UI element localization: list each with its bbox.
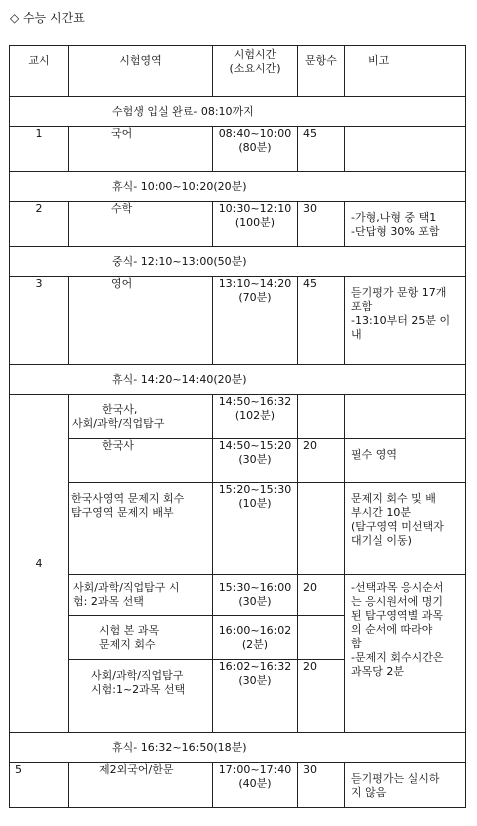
exam-time <box>213 660 298 733</box>
exam-area <box>69 575 213 616</box>
remark-line: -선택과목 응시순서 <box>351 581 444 594</box>
header-questions: 문항수 <box>298 46 345 97</box>
remarks <box>345 277 466 365</box>
exam-time <box>213 483 298 575</box>
time-range: 15:30~16:00 <box>218 581 292 594</box>
remarks <box>345 202 466 247</box>
header-time <box>213 46 298 97</box>
exam-area <box>69 483 213 575</box>
remark-line: 의 순서에 따라야 <box>351 623 433 636</box>
remarks <box>345 763 466 808</box>
exam-time <box>213 202 298 247</box>
exam-area <box>69 395 213 439</box>
duration: (2분) <box>241 638 269 651</box>
table-row <box>10 277 466 365</box>
remark-line: 내 <box>351 328 362 341</box>
question-count: 45 <box>298 127 345 172</box>
table-row <box>10 395 466 439</box>
duration: (80분) <box>238 141 272 154</box>
time-range: 14:50~16:32 <box>218 395 292 408</box>
exam-area: 국어 <box>69 127 213 172</box>
duration: (30분) <box>238 453 272 466</box>
remark-line: 지 않음 <box>351 786 387 799</box>
remark-line: 포함 <box>351 300 373 313</box>
break-row <box>10 247 466 277</box>
question-count: 30 <box>298 763 345 808</box>
duration: (40분) <box>238 777 272 790</box>
exam-time <box>213 395 298 439</box>
question-count: 20 <box>298 575 345 616</box>
time-range: 16:02~16:32 <box>218 660 292 673</box>
exam-area: 제2외국어/한문 <box>69 763 213 808</box>
period-number: 5 <box>10 763 69 808</box>
remark-line: -단답형 30% 포함 <box>351 225 440 238</box>
time-range: 13:10~14:20 <box>218 277 292 290</box>
duration: (30분) <box>238 674 272 687</box>
exam-time <box>213 439 298 483</box>
exam-area: 수학 <box>69 202 213 247</box>
remarks <box>345 395 466 439</box>
break-entry: 수험생 입실 완료- 08:10까지 <box>10 97 466 127</box>
header-period: 교시 <box>10 46 69 97</box>
period-number: 2 <box>10 202 69 247</box>
question-count <box>298 483 345 575</box>
remark-line: 과목당 2분 <box>351 665 404 678</box>
question-count: 30 <box>298 202 345 247</box>
remarks <box>345 483 466 575</box>
question-count: 20 <box>298 660 345 733</box>
remarks <box>345 127 466 172</box>
remark-line: 대기실 이동) <box>351 534 412 547</box>
period-number: 1 <box>10 127 69 172</box>
remark-line: 부시간 10분 <box>351 506 411 519</box>
exam-time <box>213 277 298 365</box>
remark-line: -13:10부터 25분 이 <box>351 314 451 327</box>
period-number: 4 <box>10 395 69 733</box>
break-row <box>10 733 466 763</box>
remark-line: (탐구영역 미선택자 <box>351 520 444 533</box>
header-area: 시험영역 <box>69 46 213 97</box>
break-rest-1: 휴식- 10:00~10:20(20분) <box>10 172 466 202</box>
table-row <box>10 763 466 808</box>
area-line: 탐구영역 문제지 배부 <box>71 506 174 519</box>
table-row <box>10 202 466 247</box>
area-line: 시험:1~2과목 선택 <box>91 683 186 696</box>
area-line: 사회/과학/직업탐구 <box>72 417 165 430</box>
question-count <box>298 616 345 660</box>
remark-line: 함 <box>351 637 362 650</box>
area-line: 한국사, <box>102 403 138 416</box>
time-range: 08:40~10:00 <box>218 127 292 140</box>
area-line: 험: 2과목 선택 <box>73 595 144 608</box>
remark-line: 된 탐구영역별 과목 <box>351 609 444 622</box>
exam-area <box>69 660 213 733</box>
duration: (10분) <box>238 497 272 510</box>
exam-area <box>69 616 213 660</box>
table-row <box>10 439 466 483</box>
page-title: ◇ 수능 시간표 <box>10 11 85 25</box>
time-range: 10:30~12:10 <box>218 202 292 215</box>
exam-time <box>213 763 298 808</box>
remark-line: 듣기평가 문항 17개 <box>351 286 447 299</box>
question-count: 20 <box>298 439 345 483</box>
table-row <box>10 483 466 575</box>
exam-time <box>213 575 298 616</box>
question-count: 45 <box>298 277 345 365</box>
exam-area: 한국사 <box>69 439 213 483</box>
table-row <box>10 127 466 172</box>
remark-line: 문제지 회수 및 배 <box>351 492 436 505</box>
exam-timetable <box>9 45 466 808</box>
remarks: 필수 영역 <box>345 439 466 483</box>
exam-area: 영어 <box>69 277 213 365</box>
area-line: 사회/과학/직업탐구 시 <box>73 581 180 594</box>
remarks <box>345 575 466 733</box>
break-rest-2: 휴식- 14:20~14:40(20분) <box>10 365 466 395</box>
duration: (102분) <box>234 409 276 422</box>
header-time-line1: 시험시간 <box>233 48 277 61</box>
time-range: 14:50~15:20 <box>218 439 292 452</box>
question-count <box>298 395 345 439</box>
period-number: 3 <box>10 277 69 365</box>
remark-line: -가형,나형 중 택1 <box>351 211 437 224</box>
break-row <box>10 172 466 202</box>
duration: (30분) <box>238 595 272 608</box>
area-line: 한국사영역 문제지 회수 <box>71 492 185 505</box>
break-row <box>10 365 466 395</box>
break-lunch: 중식- 12:10~13:00(50분) <box>10 247 466 277</box>
area-line: 시험 본 과목 <box>99 624 160 637</box>
remark-line: 는 응시원서에 명기 <box>351 595 444 608</box>
remark-line: 듣기평가는 실시하 <box>351 772 440 785</box>
duration: (100분) <box>234 216 276 229</box>
area-line: 문제지 회수 <box>99 638 156 651</box>
header-row <box>10 46 466 97</box>
time-range: 16:00~16:02 <box>218 624 292 637</box>
time-range: 15:20~15:30 <box>218 483 292 496</box>
duration: (70분) <box>238 291 272 304</box>
header-remarks: 비고 <box>345 46 466 97</box>
exam-time <box>213 127 298 172</box>
table-row <box>10 575 466 616</box>
time-range: 17:00~17:40 <box>218 763 292 776</box>
header-time-line2: (소요시간) <box>229 62 281 75</box>
break-row <box>10 97 466 127</box>
exam-time <box>213 616 298 660</box>
break-rest-3: 휴식- 16:32~16:50(18분) <box>10 733 466 763</box>
remark-line: -문제지 회수시간은 <box>351 651 444 664</box>
area-line: 사회/과학/직업탐구 <box>91 669 184 682</box>
